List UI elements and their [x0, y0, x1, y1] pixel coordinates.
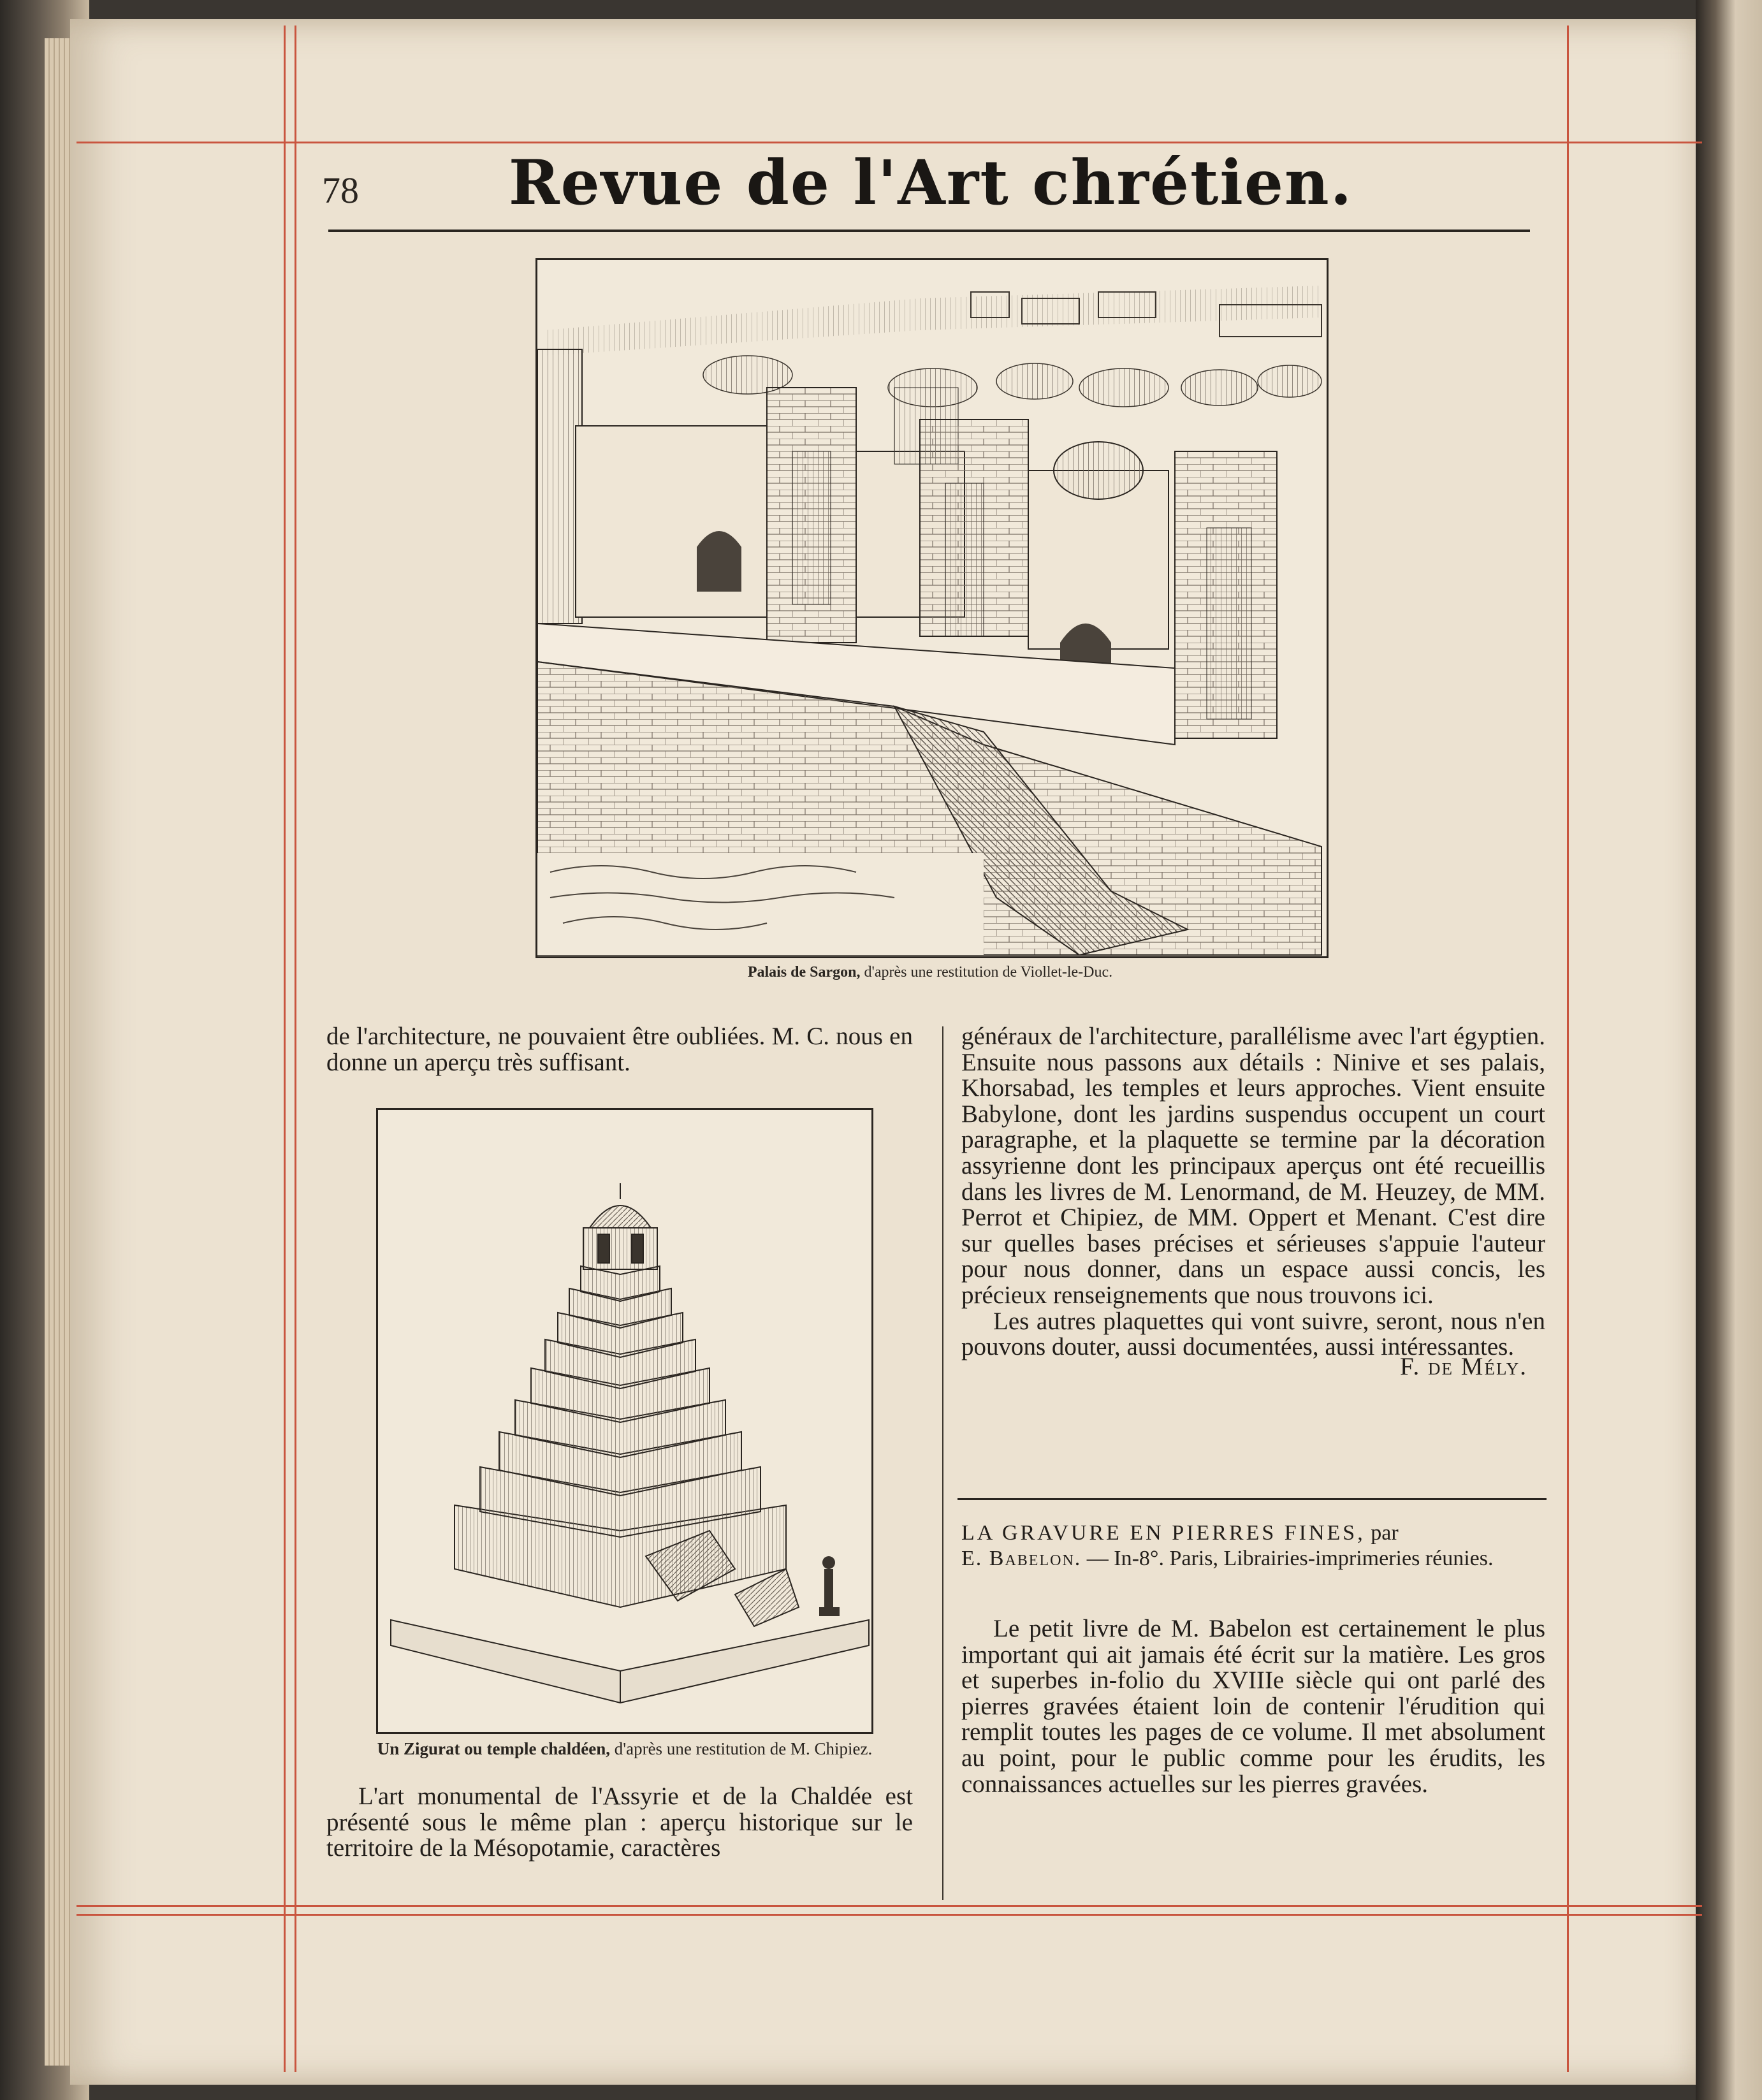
red-rule-top [76, 142, 1702, 143]
review-body-column [961, 1616, 1545, 1797]
palace-caption-bold: Palais de Sargon, [747, 964, 861, 981]
right-paragraph-2: Les autres plaquettes qui vont suivre, seront, nous n'en pouvons douter, aussi documentées, aussi intéressantes. [961, 1307, 1545, 1361]
right-paragraph-1: généraux de l'architecture, parallélisme avec l'art égyptien. Ensuite nous passons aux détails : Ninive et ses palais, Khorsabad, les temples et leurs approches. Vient ensuite Babylone, dont les jardins suspendus occupent un court paragraphe, et la plaquette se termine par la décoration assyrienne dont les principaux aperçus ont été recueillis dans les livres de M. Lenormand, de M. Heuzey, de MM. Perrot et Chipiez, de MM. Oppert et Menant. C'est dire sur quelles bases précises et sérieuses s'appuie l'auteur pour nous donner, dans un espace aussi concis, les précieux renseignements que nous trouvons ici. [961, 1023, 1545, 1309]
page-number: 78 [322, 170, 359, 211]
column-divider [942, 1026, 943, 1900]
left-column-top [326, 1024, 913, 1076]
review-details: — In-8°. Paris, Librairies-imprimeries réunies. [1081, 1547, 1494, 1570]
left-paragraph-top: de l'architecture, ne pouvaient être oubliées. M. C. nous en donne un aperçu très suffisant. [326, 1023, 913, 1076]
review-by: par [1365, 1521, 1399, 1545]
review-author: E. Babelon. [961, 1547, 1082, 1570]
author-signature: F. de Mély. [1399, 1352, 1527, 1380]
red-rule-bottom-a [76, 1905, 1702, 1907]
ziggurat-caption [338, 1739, 912, 1759]
ziggurat-caption-rest: d'après une restitution de M. Chipiez. [609, 1739, 873, 1758]
journal-title: Revue de l'Art chrétien. [508, 147, 1353, 219]
ziggurat-caption-bold: Un Zigurat ou temple chaldéen, [377, 1739, 610, 1758]
next-page-edge [1696, 0, 1762, 2100]
section-rule [957, 1498, 1547, 1500]
red-rule-bottom-b [76, 1914, 1702, 1916]
review-heading [961, 1520, 1548, 1571]
left-paragraph-bottom: L'art monumental de l'Assyrie et de la Chaldée est présenté sous le même plan : aperçu historique sur le territoire de la Mésopotamie, caractères [326, 1783, 913, 1862]
palace-engraving [535, 258, 1329, 958]
review-body: Le petit livre de M. Babelon est certainement le plus important qui ait jamais été écrit sur la matière. Les gros et superbes in-folio du XVIIIe siècle qui ont parlé des pierres gravées étaient loin de contenir l'érudition qui remplit toutes les pages de ce volume. Il met absolument au point, pour le public comme pour les érudits, les connaissances actuelles sur les pierres gravées. [961, 1615, 1545, 1798]
red-rule-left-inner [295, 26, 296, 2072]
red-rule-left-outer [284, 26, 286, 2072]
ziggurat-engraving [376, 1108, 873, 1734]
review-title: LA GRAVURE EN PIERRES FINES, [961, 1521, 1365, 1545]
left-column-bottom [326, 1784, 913, 1862]
header-rule [328, 230, 1530, 232]
red-rule-right [1567, 26, 1569, 2072]
palace-caption [535, 964, 1325, 981]
right-column [961, 1024, 1545, 1380]
palace-caption-rest: d'après une restitution de Viollet-le-Duc. [860, 964, 1113, 981]
